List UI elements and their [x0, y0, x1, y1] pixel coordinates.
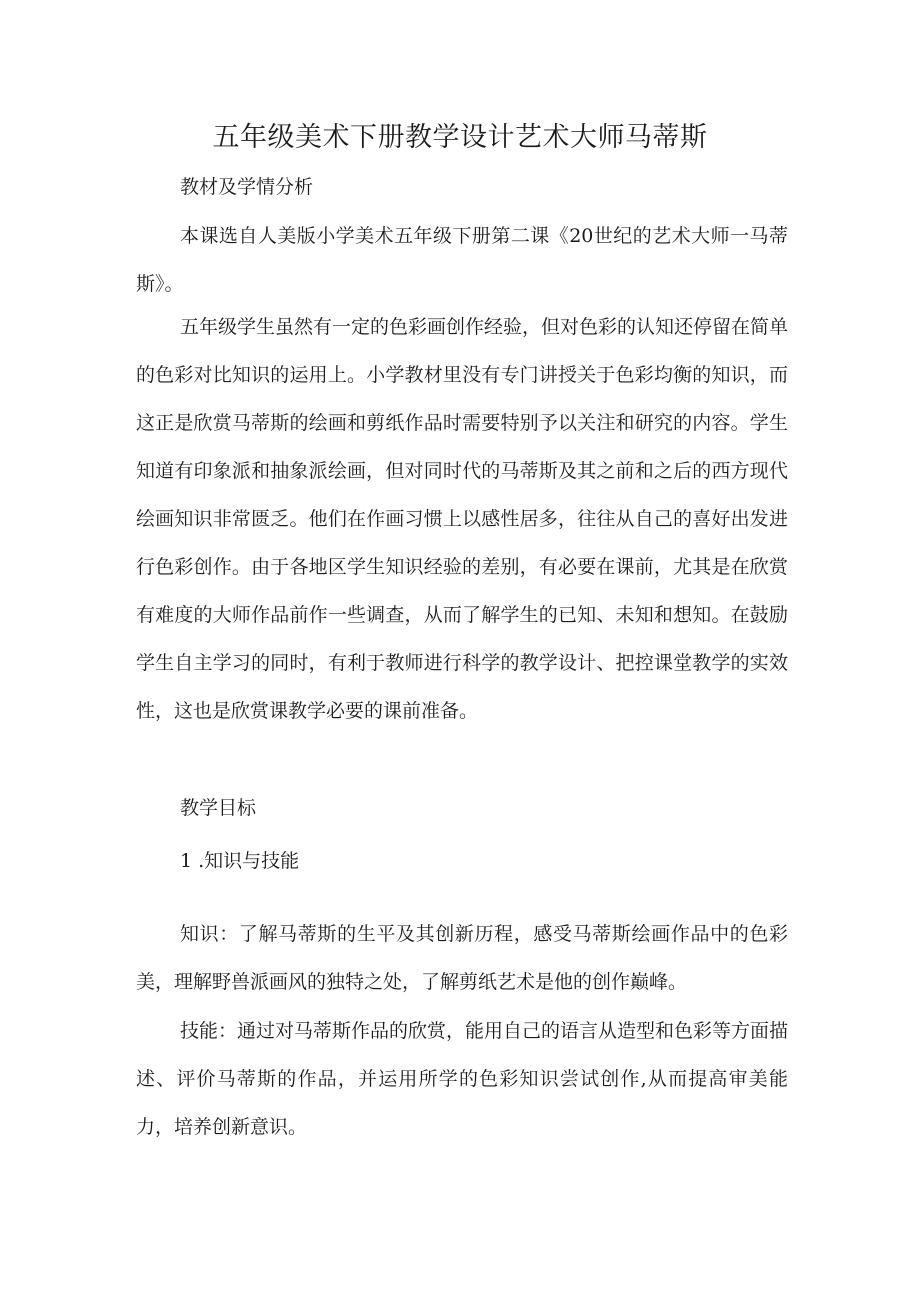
paragraph-knowledge: 知识：了解马蒂斯的生平及其创新历程，感受马蒂斯绘画作品中的色彩美，理解野兽派画风的独特之处，了解剪纸艺术是他的创作巅峰。 — [136, 923, 788, 993]
paragraph-skills: 技能：通过对马蒂斯作品的欣赏，能用自己的语言从造型和色彩等方面描述、评价马蒂斯的作品，并运用所学的色彩知识尝试创作,从而提高审美能力，培养创新意识。 — [136, 1020, 789, 1138]
paragraph-student-analysis: 五年级学生虽然有一定的色彩画创作经验，但对色彩的认知还停留在简单的色彩对比知识的运用上。小学教材里没有专门讲授关于色彩均衡的知识，而这正是欣赏马蒂斯的绘画和剪纸作品时需要特别予以关注和研究的内容。学生知道有印象派和抽象派绘画，但对同时代的马蒂斯及其之前和之后的西方现代绘画知识非常匮乏。他们在作画习惯上以感性居多，往往从自己的喜好出发进行色彩创作。由于各地区学生知识经验的差别，有必要在课前，尤其是在欣赏有难度的大师作品前作一些调查，从而了解学生的已知、未知和想知。在鼓励学生自主学习的同时，有利于教师进行科学的教学设计、把控课堂教学的实效性，这也是欣赏课教学必要的课前准备。 — [136, 316, 789, 722]
subheading-knowledge-skills: 1 .知识与技能 — [180, 850, 300, 872]
document-title: 五年级美术下册教学设计艺术大师马蒂斯 — [212, 122, 708, 153]
section-heading-teaching-objectives: 教学目标 — [180, 797, 257, 819]
section-heading-materials-analysis: 教材及学情分析 — [180, 176, 314, 198]
paragraph-course-source: 本课选自人美版小学美术五年级下册第二课《20世纪的艺术大师一马蒂斯》。 — [136, 225, 788, 295]
